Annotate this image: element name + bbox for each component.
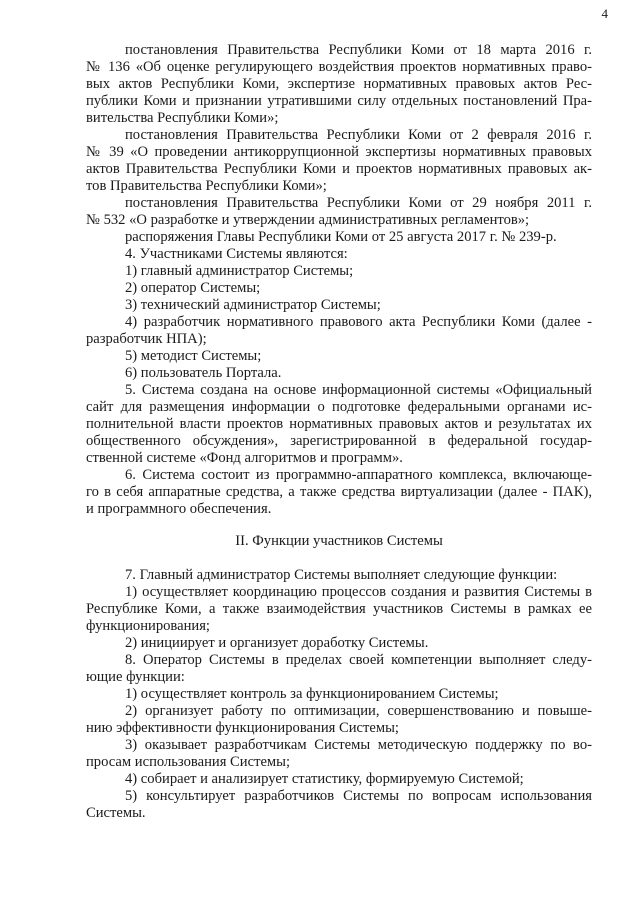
text-line: 1) осуществляет координацию процессов создания и развития Системы в (125, 584, 592, 600)
text-line: 7. Главный администратор Системы выполняет следующие функции: (125, 567, 558, 583)
text-line: го в себя аппаратные средства, а также средства виртуализации (далее - ПАК), (86, 484, 592, 500)
text-line: полнительной власти проектов нормативных правовых актов и результатах их (86, 416, 592, 432)
text-line: постановления Правительства Республики Коми от 2 февраля 2016 г. (125, 127, 592, 143)
text-line: 6. Система состоит из программно-аппаратного комплекса, включающе- (125, 467, 592, 483)
section-heading: II. Функции участников Системы (235, 533, 443, 549)
text-line: № 532 «О разработке и утверждении административных регламентов»; (86, 212, 530, 228)
text-line: нию эффективности функционирования Системы; (86, 720, 399, 736)
text-line: постановления Правительства Республики Коми от 29 ноября 2011 г. (125, 195, 592, 211)
text-line: просам использования Системы; (86, 754, 291, 770)
text-line: 4. Участниками Системы являются: (125, 246, 348, 262)
text-line: распоряжения Главы Республики Коми от 25 августа 2017 г. № 239-р. (125, 229, 557, 245)
text-line: постановления Правительства Республики Коми от 18 марта 2016 г. (125, 42, 592, 58)
text-line: 5) методист Системы; (125, 348, 262, 364)
text-line: общественного обсуждения», зарегистрированной в федеральной государ- (86, 433, 592, 449)
text-line: 2) оператор Системы; (125, 280, 261, 296)
text-line: вительства Республики Коми»; (86, 110, 279, 126)
text-line: 1) осуществляет контроль за функционированием Системы; (125, 686, 499, 702)
text-line: 6) пользователь Портала. (125, 365, 282, 381)
text-line: 4) разработчик нормативного правового акта Республики Коми (далее - (125, 314, 592, 330)
text-line: 4) собирает и анализирует статистику, формируемую Системой; (125, 771, 524, 787)
text-line: № 39 «О проведении антикоррупционной экспертизы нормативных правовых (86, 144, 592, 160)
text-line: тов Правительства Республики Коми»; (86, 178, 327, 194)
text-line: публики Коми и признании утратившими силу отдельных постановлений Пра- (86, 93, 592, 109)
text-line: Системы. (86, 805, 146, 821)
text-line: 5. Система создана на основе информационной системы «Официальный (125, 382, 592, 398)
text-line: Республике Коми, а также взаимодействия участников Системы в рамках ее (86, 601, 592, 617)
text-line: 5) консультирует разработчиков Системы по вопросам использования (125, 788, 592, 804)
text-line: функционирования; (86, 618, 210, 634)
text-line: ющие функции: (86, 669, 185, 685)
text-line: 2) инициирует и организует доработку Системы. (125, 635, 429, 651)
text-line: 2) организует работу по оптимизации, совершенствованию и повыше- (125, 703, 592, 719)
text-line: актов Правительства Республики Коми и проектов нормативных правовых ак- (86, 161, 592, 177)
text-line: 1) главный администратор Системы; (125, 263, 354, 279)
text-line: и программного обеспечения. (86, 501, 272, 517)
page-number: 4 (601, 6, 608, 21)
text-line: вых актов Республики Коми, экспертизе нормативных правовых актов Рес- (86, 76, 592, 92)
text-line: 3) технический администратор Системы; (125, 297, 381, 313)
text-line: 8. Оператор Системы в пределах своей компетенции выполняет следу- (125, 652, 592, 668)
text-line: ственной системе «Фонд алгоритмов и программ». (86, 450, 403, 466)
text-line: 3) оказывает разработчикам Системы методическую поддержку по во- (125, 737, 592, 753)
text-line: разработчик НПА); (86, 331, 207, 347)
text-line: сайт для размещения информации о подготовке федеральными органами ис- (86, 399, 592, 415)
text-line: № 136 «Об оценке регулирующего воздействия проектов нормативных право- (86, 59, 592, 75)
